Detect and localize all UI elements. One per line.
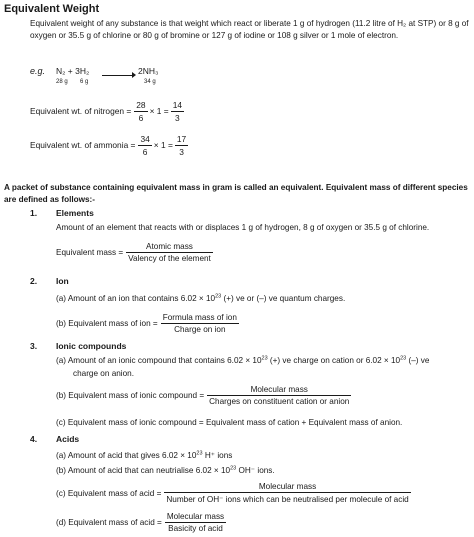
acids-item-a (56, 450, 232, 460)
fraction-numerator: Formula mass of ion (162, 312, 237, 322)
eq-nitrogen-label: Equivalent wt. of nitrogen = (30, 106, 132, 116)
ionic-a-tail: (–) ve (406, 356, 430, 365)
equation-fraction (164, 482, 410, 504)
section-number: 2. (30, 276, 38, 286)
acids-item-b (56, 465, 275, 475)
page-title: Equivalent Weight (4, 3, 100, 15)
definition-paragraph: Equivalent weight of any substance is that weight which react or liberate 1 g of hydrogen (11.2 litre of H₂ at STP) or 8 g of oxygen or 35.5 g of chlorine or 80 g of bromine or 127 g of iodine or 108 g silver or 1 mole of electron. (30, 19, 469, 40)
fraction-numerator: Molecular mass (207, 385, 351, 396)
acids-b-text: (b) Amount of acid that can neutrialise 6.02 × 10 (56, 466, 231, 475)
fraction-numerator: Molecular mass (164, 482, 410, 493)
fraction-denominator: 6 (138, 112, 144, 123)
result-denominator: 3 (179, 146, 184, 157)
section-title-ionic: Ionic compounds (56, 341, 127, 351)
elements-equation (56, 238, 213, 266)
equation-fraction (207, 385, 351, 406)
fraction-numerator: 28 (136, 99, 146, 110)
ion-item-b (56, 309, 239, 337)
eq-ammonia-label: Equivalent wt. of ammonia = (30, 140, 136, 150)
multiply-one: × 1 = (153, 140, 173, 150)
ion-a-tail: (+) ve or (–) ve quantum charges. (221, 294, 346, 303)
ionic-a-text: (a) Amount of an ionic compound that contains 6.02 × 10 (56, 356, 262, 365)
result-numerator: 14 (172, 99, 183, 110)
ionic-a-mid: (+) ve charge on cation or 6.02 × 10 (267, 356, 401, 365)
equation-label: (c) Equivalent mass of acid = (56, 488, 162, 498)
fraction-numerator: 34 (140, 133, 150, 144)
equation-fraction (161, 313, 239, 334)
fraction-numerator: Atomic mass (126, 242, 213, 253)
fraction-denominator: Basicity of acid (168, 523, 223, 533)
ionic-item-a (56, 356, 429, 365)
fraction-denominator: Number of OH⁻ ions which can be neutralised per molecule of acid (166, 495, 409, 504)
eq-ammonia-result (175, 134, 188, 157)
fraction-denominator: Charges on constituent cation or anion (209, 396, 350, 406)
ion-item-a (56, 294, 345, 303)
reaction-arrow (102, 66, 136, 84)
ion-a-text: (a) Amount of an ion that contains 6.02 × 10 (56, 294, 216, 303)
reaction-product: 2NH₃ (138, 66, 159, 76)
eq-nitrogen (30, 96, 184, 126)
acids-item-c (56, 479, 411, 507)
acids-item-d (56, 508, 226, 536)
acids-a-tail: H⁺ ions (202, 451, 233, 460)
ionic-item-a-line2: charge on anion. (73, 369, 134, 378)
intro-paragraph: A packet of substance containing equivalent mass in gram is called an equivalent. Equivalent mass of different species are defined as follows:- (4, 183, 468, 204)
exponent: 23 (215, 293, 222, 300)
fraction-denominator: 6 (142, 146, 148, 157)
section-title-elements: Elements (56, 208, 94, 218)
section-title-ion: Ion (56, 276, 69, 286)
acids-a-text: (a) Amount of acid that gives 6.02 × 10 (56, 451, 197, 460)
ionic-item-c: (c) Equivalent mass of ionic compound = Equivalent mass of cation + Equivalent mass of anion. (56, 418, 403, 427)
exponent: 23 (400, 355, 407, 362)
equation-label: (b) Equivalent mass of ion = (56, 318, 158, 328)
elements-text: Amount of an element that reacts with or displaces 1 g of hydrogen, 8 g of oxygen or 35.5 g of chlorine. (56, 223, 430, 232)
section-number: 3. (30, 341, 38, 351)
equation-label: Equivalent mass = (56, 247, 124, 257)
equation-label: (d) Equivalent mass of acid = (56, 517, 162, 527)
acids-b-tail: OH⁻ ions. (236, 466, 275, 475)
result-numerator: 17 (176, 133, 187, 144)
exponent: 23 (230, 465, 237, 472)
result-denominator: 3 (175, 112, 180, 123)
exponent: 23 (196, 450, 203, 457)
fraction-denominator: Charge on ion (174, 324, 226, 334)
equation-fraction (126, 242, 213, 263)
reaction-reactants: N₂ + 3H₂ (56, 66, 90, 76)
fraction-numerator: Molecular mass (166, 511, 225, 521)
mass-h2: 6 g (80, 79, 89, 85)
example-label: e.g. (30, 66, 46, 76)
eq-nitrogen-result (171, 100, 184, 123)
section-number: 1. (30, 208, 38, 218)
mass-nh3: 34 g (144, 79, 156, 85)
mass-n2: 28 g (56, 79, 68, 85)
ionic-item-b (56, 381, 351, 409)
eq-ammonia (30, 130, 188, 160)
eq-nitrogen-fraction (134, 100, 147, 123)
fraction-denominator: Valency of the element (128, 253, 211, 263)
equation-fraction (165, 512, 226, 533)
eq-ammonia-fraction (138, 134, 151, 157)
section-number: 4. (30, 434, 38, 444)
multiply-one: × 1 = (149, 106, 169, 116)
section-title-acids: Acids (56, 434, 80, 444)
exponent: 23 (261, 355, 268, 362)
equation-label: (b) Equivalent mass of ionic compound = (56, 390, 205, 400)
